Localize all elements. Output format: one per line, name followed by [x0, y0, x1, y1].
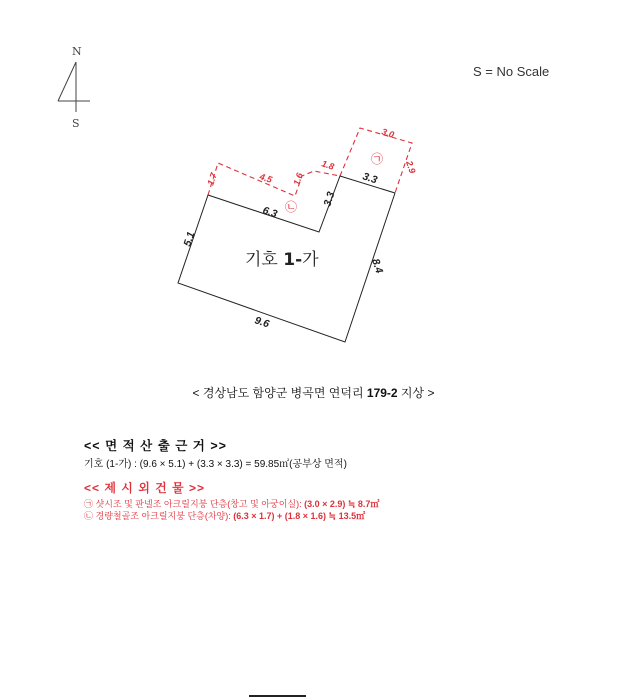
parcel-label: 기호 1-가 [245, 250, 319, 270]
compass-south-label: S [72, 117, 80, 130]
dim-annex-b-left: 1.7 [205, 171, 219, 187]
dim-left: 5.1 [181, 230, 198, 248]
dim-top-left: 6.3 [261, 204, 279, 221]
north-arrow-icon [58, 62, 90, 112]
dim-annex-b-step: 1.6 [291, 171, 305, 187]
annex-a-mark: ㉠ [371, 152, 384, 166]
annex-item-a: ㉠ 샷시조 및 판넬조 아크릴지붕 단층(창고 및 아궁이실): (3.0 × 2.9) ≒ 8.7㎡ [84, 499, 380, 509]
scale-note: S = No Scale [473, 64, 550, 79]
dim-top-right: 3.3 [361, 170, 379, 187]
dim-annex-a-right: 2.9 [404, 159, 418, 175]
area-calc-line: 기호 (1-가) : (9.6 × 5.1) + (3.3 × 3.3) = 59.85㎡(공부상 면적) [84, 459, 347, 470]
area-calc-title: << 면 적 산 출 근 거 >> [84, 439, 227, 453]
compass-north-label: N [72, 45, 82, 58]
annex-item-b: ㉡ 경량철골조 아크릴지붕 단층(차양): (6.3 × 1.7) + (1.8 × 1.6) ≒ 13.5㎡ [84, 511, 366, 521]
bottom-rule [249, 695, 306, 697]
annex-b-mark: ㉡ [285, 200, 298, 214]
dim-inner-vertical: 3.3 [321, 190, 338, 208]
dim-bottom: 9.6 [253, 314, 271, 331]
location-caption: < 경상남도 함양군 병곡면 연덕리 179-2 지상 > [192, 386, 435, 400]
dim-annex-a-top: 3.0 [380, 126, 396, 140]
dim-annex-b-top: 4.5 [258, 171, 274, 185]
dim-annex-b-top2: 1.8 [320, 158, 336, 172]
annex-buildings-title: << 제 시 외 건 물 >> [84, 481, 205, 495]
dim-right: 8.4 [369, 257, 386, 275]
